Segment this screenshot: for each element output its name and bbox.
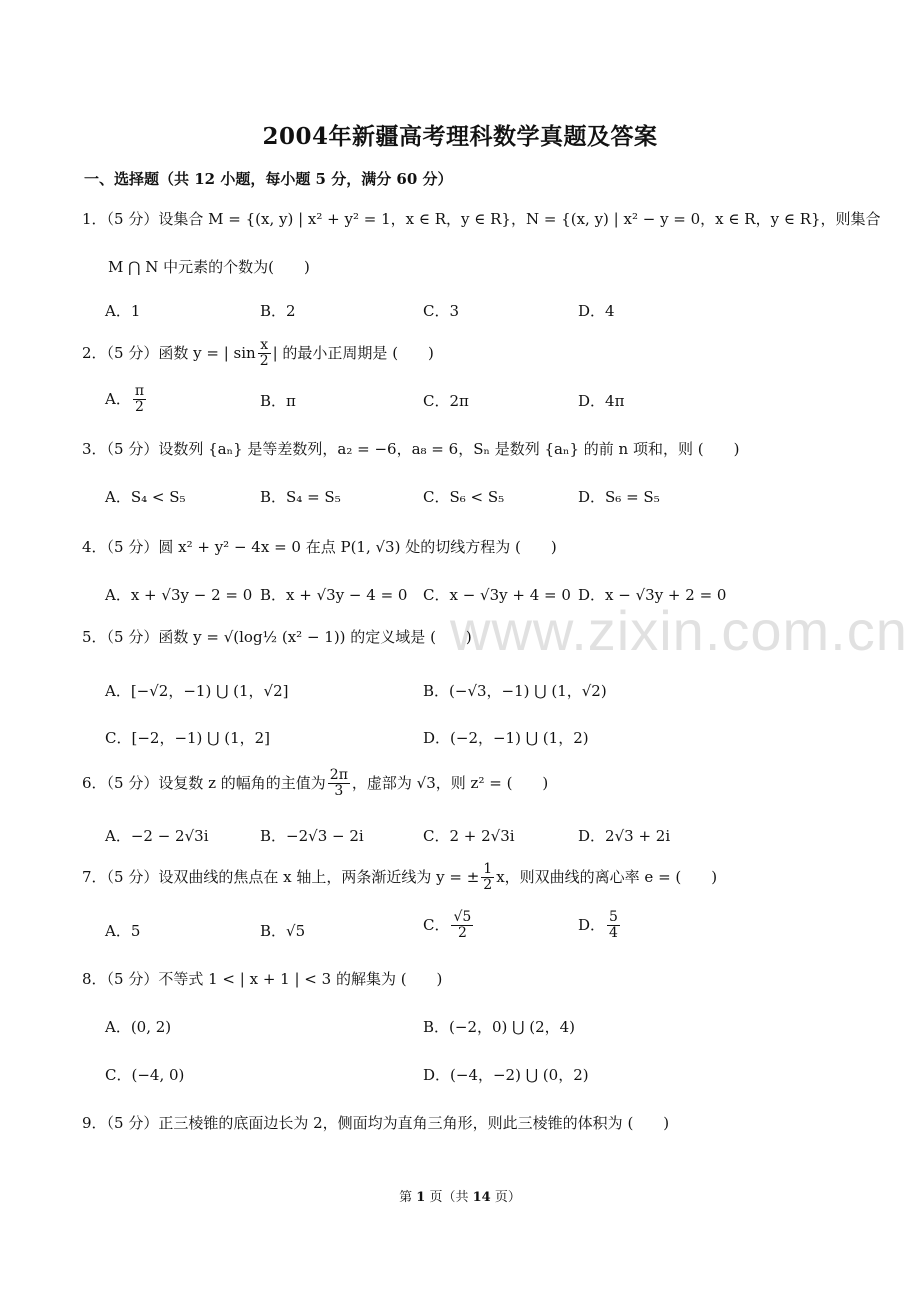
q7-frac-num: 1 [483,861,493,877]
q2-stem-pre: 2．（5 分）函数 y = | sin [82,343,256,362]
q4-option-a: A．x + √3y − 2 = 0 [105,586,253,604]
q2-option-a-fraction [133,384,146,416]
q3-option-c: C．S₆ < S₅ [423,488,505,506]
question-1-stem-cont: M ⋂ N 中元素的个数为( ) [108,258,310,276]
q7-option-d [578,910,622,942]
q1-option-b: B．2 [260,302,296,320]
q7-option-c-fraction [451,910,473,942]
q5-option-c: C．[−2，−1) ⋃ (1，2] [105,729,271,747]
q5-option-b: B．(−√3，−1) ⋃ (1，√2) [423,682,607,700]
q8-option-a: A．(0, 2) [105,1018,172,1036]
q4-option-c: C．x − √3y + 4 = 0 [423,586,571,604]
q7-option-c-den: 2 [457,925,467,942]
q3-option-b: B．S₄ = S₅ [260,488,341,506]
q7-option-c-num: √5 [453,909,472,925]
q2-option-b: B．π [260,392,296,410]
q6-frac-num: 2π [329,767,348,783]
q8-option-b: B．(−2，0) ⋃ (2，4) [423,1018,576,1036]
footer-page-number: 1 [416,1190,426,1205]
question-6-stem [82,768,548,800]
q1-option-d: D．4 [578,302,615,320]
footer-mid: 页（共 [425,1190,473,1205]
q1-option-a: A．1 [105,302,141,320]
q2-option-a-label: A． [105,389,131,408]
q2-option-c: C．2π [423,392,469,410]
q5-option-d: D．(−2，−1) ⋃ (1，2) [423,729,589,747]
q7-option-d-den: 4 [609,925,618,942]
q7-fraction [481,862,494,894]
q7-stem-post: x，则双曲线的离心率 e = ( ) [496,867,718,886]
question-5-stem: 5．（5 分）函数 y = √(log½ (x² − 1)) 的定义域是 ( ) [82,628,472,646]
q2-frac-num: x [258,338,271,354]
q7-stem-pre: 7．（5 分）设双曲线的焦点在 x 轴上，两条渐近线为 y = ± [82,867,480,886]
q5-option-a: A．[−√2，−1) ⋃ (1，√2] [105,682,289,700]
q2-option-a-num: π [134,383,145,399]
watermark: www.zixin.com.cn [450,599,908,662]
q6-frac-den: 3 [334,783,344,800]
q2-option-a-den: 2 [134,399,144,416]
q2-frac-den: 2 [259,353,269,370]
q3-option-d: D．S₆ = S₅ [578,488,660,506]
q6-option-a: A．−2 − 2√3i [105,827,209,845]
q7-option-d-label: D． [578,915,606,934]
page-footer [0,1186,920,1205]
q1-option-c: C．3 [423,302,460,320]
footer-total-pages: 14 [472,1190,491,1205]
question-1-stem: 1．（5 分）设集合 M = {(x, y) | x² + y² = 1，x ∈ R，y ∈ R}，N = {(x, y) | x² − y = 0，x ∈ R，y ∈ R}，则集合 [82,210,881,228]
q2-option-a [105,384,148,416]
footer-prefix: 第 [399,1190,417,1205]
q7-option-c [423,910,475,942]
q8-option-c: C．(−4, 0) [105,1066,185,1084]
q7-option-b: B．√5 [260,922,306,940]
question-9-stem: 9．（5 分）正三棱锥的底面边长为 2，侧面均为直角三角形，则此三棱锥的体积为 ( ) [82,1114,670,1132]
q4-option-d: D．x − √3y + 2 = 0 [578,586,727,604]
q4-option-b: B．x + √3y − 4 = 0 [260,586,408,604]
question-2-stem [82,338,434,370]
q2-option-d: D．4π [578,392,625,410]
q6-option-d: D．2√3 + 2i [578,827,671,845]
section-heading: 一、选择题（共 12 小题，每小题 5 分，满分 60 分） [84,170,453,188]
q8-option-d: D．(−4，−2) ⋃ (0，2) [423,1066,589,1084]
q6-option-b: B．−2√3 − 2i [260,827,364,845]
q6-fraction [328,768,350,800]
q2-fraction [258,338,271,370]
q3-option-a: A．S₄ < S₅ [105,488,186,506]
question-8-stem: 8．（5 分）不等式 1 < | x + 1 | < 3 的解集为 ( ) [82,970,443,988]
question-7-stem [82,862,717,894]
q6-stem-post: ，虚部为 √3，则 z² = ( ) [351,773,549,792]
document-title: 2004年新疆高考理科数学真题及答案 [262,123,658,150]
q6-stem-pre: 6．（5 分）设复数 z 的幅角的主值为 [82,773,326,792]
q7-option-a: A．5 [105,922,141,940]
q7-option-c-label: C． [423,915,450,934]
question-3-stem: 3．（5 分）设数列 {aₙ} 是等差数列，a₂ = −6，a₈ = 6，Sₙ 是数列 {aₙ} 的前 n 项和，则 ( ) [82,440,740,458]
q6-option-c: C．2 + 2√3i [423,827,515,845]
q7-frac-den: 2 [483,877,493,894]
q7-option-d-num: 5 [609,909,618,925]
q7-option-d-fraction [607,910,620,942]
q2-stem-post: | 的最小正周期是 ( ) [272,343,434,362]
question-4-stem: 4．（5 分）圆 x² + y² − 4x = 0 在点 P(1, √3) 处的切线方程为 ( ) [82,538,557,556]
footer-suffix: 页） [490,1190,521,1205]
